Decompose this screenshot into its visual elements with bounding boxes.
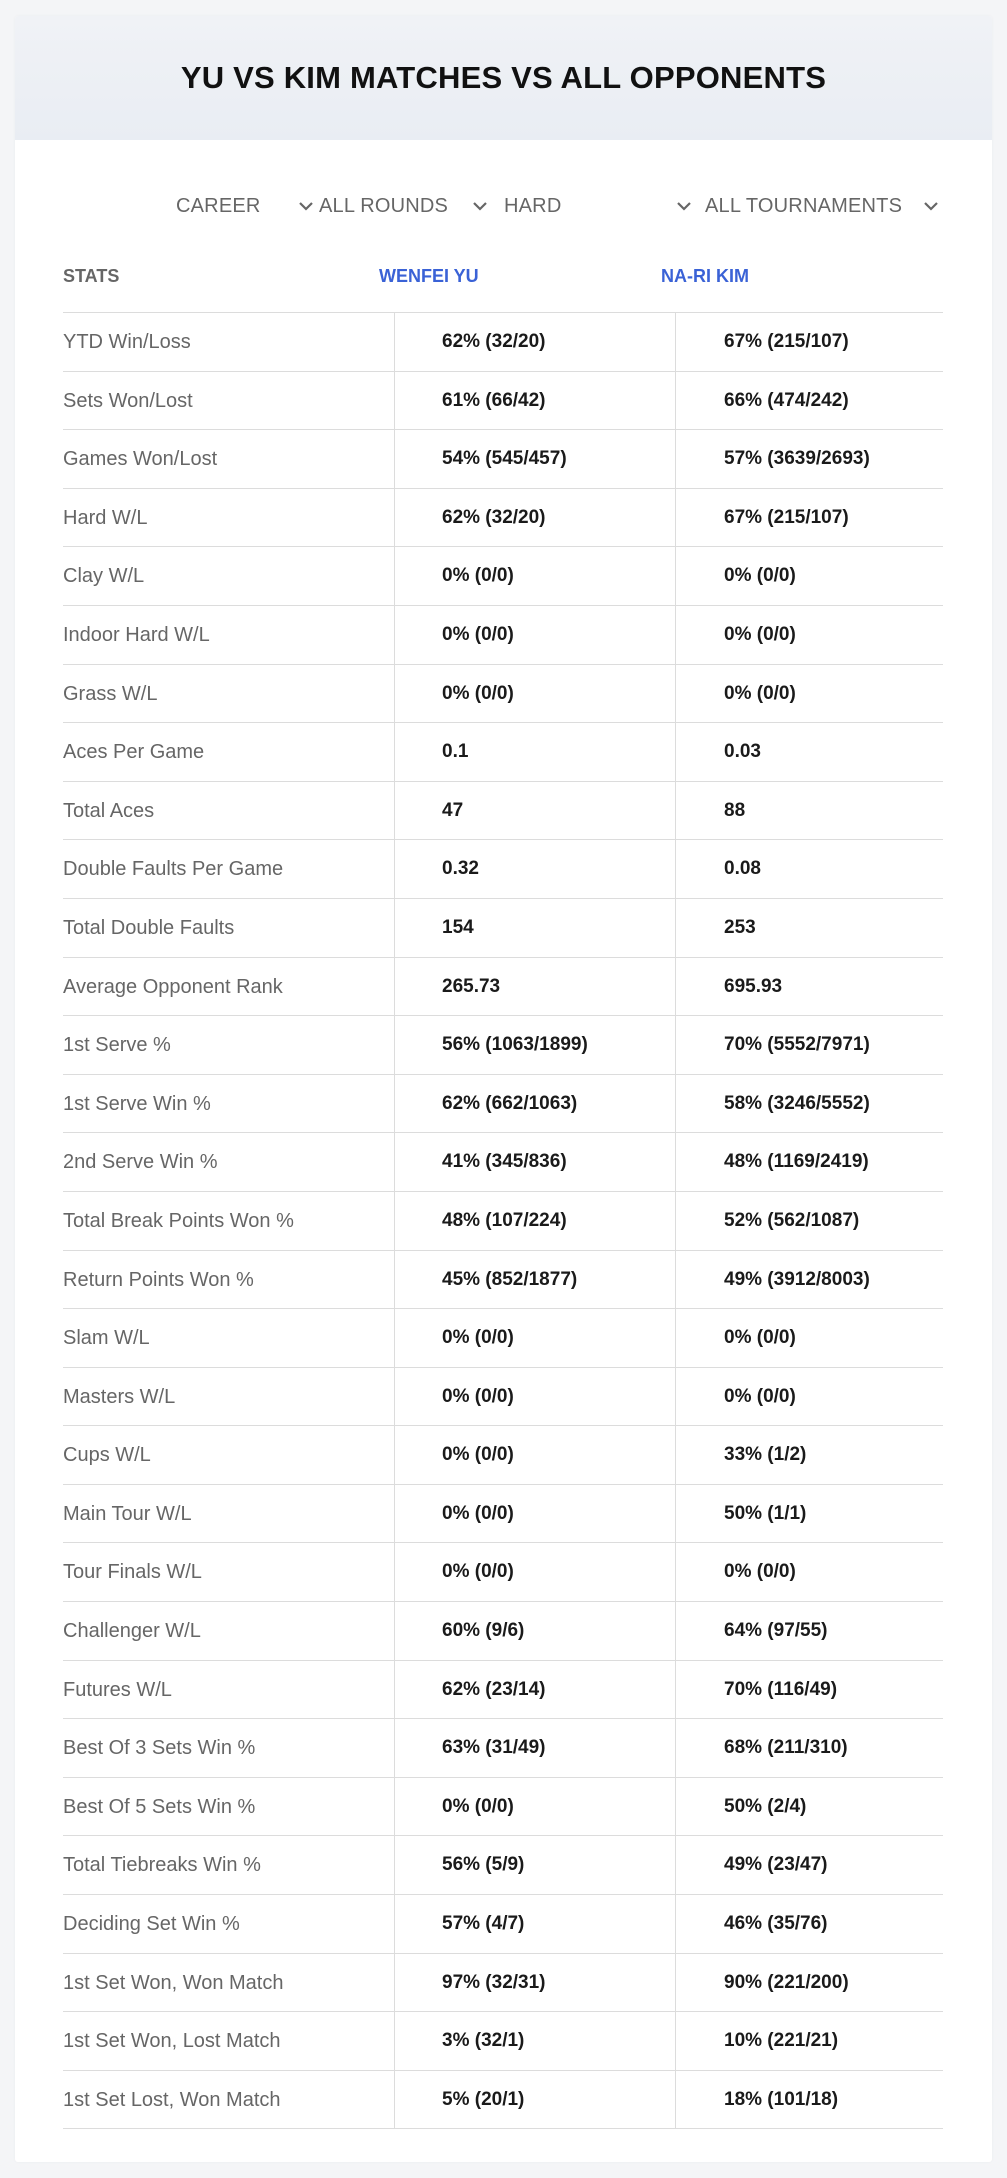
- column-divider: [394, 1485, 395, 1544]
- player1-stat-value: 54% (545/457): [442, 448, 567, 470]
- column-divider: [675, 899, 676, 958]
- player1-column-header[interactable]: WENFEI YU: [379, 266, 479, 286]
- player2-stat-value: 64% (97/55): [724, 1620, 828, 1642]
- table-row: [63, 899, 943, 958]
- column-divider: [675, 1251, 676, 1310]
- column-divider: [675, 1192, 676, 1251]
- chevron-down-icon: [470, 186, 490, 226]
- table-row: [63, 1836, 943, 1895]
- column-divider: [394, 665, 395, 724]
- player1-stat-value: 0% (0/0): [442, 1561, 514, 1583]
- tournament-select[interactable]: [705, 186, 965, 226]
- player1-stat-value: 62% (32/20): [442, 506, 546, 528]
- player1-stat-value: 3% (32/1): [442, 2030, 525, 2052]
- player1-stat-value: 0% (0/0): [442, 1327, 514, 1349]
- player2-stat-value: 695.93: [724, 975, 783, 997]
- column-divider: [394, 1602, 395, 1661]
- column-divider: [675, 606, 676, 665]
- column-divider: [394, 1133, 395, 1192]
- player1-stat-value: 265.73: [442, 975, 501, 997]
- column-divider: [675, 2071, 676, 2130]
- round-select-label: ALL ROUNDS: [319, 194, 449, 217]
- table-row: [63, 2071, 943, 2130]
- table-row: [63, 313, 943, 372]
- player2-stat-value: 49% (3912/8003): [724, 1268, 870, 1290]
- column-divider: [394, 899, 395, 958]
- column-divider: [394, 958, 395, 1017]
- table-row: [63, 1426, 943, 1485]
- stat-label: Sets Won/Lost: [63, 389, 193, 412]
- table-row: [63, 430, 943, 489]
- column-divider: [675, 1602, 676, 1661]
- table-row: [63, 489, 943, 548]
- table-row: [63, 1719, 943, 1778]
- column-divider: [675, 782, 676, 841]
- column-divider: [394, 782, 395, 841]
- stat-label: Best Of 5 Sets Win %: [63, 1795, 256, 1818]
- column-divider: [675, 1719, 676, 1778]
- player2-stat-value: 49% (23/47): [724, 1854, 828, 1876]
- player1-stat-value: 56% (5/9): [442, 1854, 525, 1876]
- column-divider: [675, 665, 676, 724]
- table-row: [63, 1895, 943, 1954]
- column-divider: [675, 1836, 676, 1895]
- table-row: [63, 1954, 943, 2013]
- stat-label: Slam W/L: [63, 1327, 150, 1350]
- player2-stat-value: 0% (0/0): [724, 1385, 796, 1407]
- column-divider: [675, 313, 676, 372]
- column-divider: [394, 1309, 395, 1368]
- column-divider: [675, 1426, 676, 1485]
- stat-label: Total Double Faults: [63, 916, 235, 939]
- column-divider: [675, 2012, 676, 2071]
- stat-label: Grass W/L: [63, 682, 158, 705]
- stat-label: Total Tiebreaks Win %: [63, 1854, 261, 1877]
- player1-stat-value: 0% (0/0): [442, 565, 514, 587]
- column-divider: [394, 1719, 395, 1778]
- column-divider: [675, 1543, 676, 1602]
- column-divider: [394, 1075, 395, 1134]
- column-divider: [394, 1954, 395, 2013]
- column-divider: [675, 1954, 676, 2013]
- player2-stat-value: 253: [724, 916, 756, 938]
- column-divider: [394, 723, 395, 782]
- player2-stat-value: 0% (0/0): [724, 682, 796, 704]
- stat-label: Challenger W/L: [63, 1620, 201, 1643]
- player2-stat-value: 46% (35/76): [724, 1913, 828, 1935]
- stat-label: YTD Win/Loss: [63, 331, 191, 353]
- stat-label: Clay W/L: [63, 565, 145, 588]
- table-row: [63, 840, 943, 899]
- chevron-down-icon: [674, 186, 694, 226]
- table-row: [63, 1485, 943, 1544]
- period-select[interactable]: [176, 186, 316, 226]
- player1-stat-value: 0% (0/0): [442, 1795, 514, 1817]
- player2-stat-value: 67% (215/107): [724, 506, 849, 528]
- table-row: [63, 1661, 943, 1720]
- player2-stat-value: 58% (3246/5552): [724, 1092, 870, 1114]
- chevron-down-icon: [296, 186, 316, 226]
- player2-column-header[interactable]: NA-RI KIM: [661, 266, 749, 286]
- player2-stat-value: 66% (474/242): [724, 389, 849, 411]
- player1-stat-value: 57% (4/7): [442, 1913, 525, 1935]
- column-divider: [394, 1426, 395, 1485]
- stat-label: Double Faults Per Game: [63, 858, 284, 881]
- player2-stat-value: 33% (1/2): [724, 1444, 807, 1466]
- column-divider: [394, 313, 395, 372]
- column-divider: [394, 372, 395, 431]
- period-select-label: CAREER: [176, 194, 261, 217]
- page-title: YU VS KIM MATCHES VS ALL OPPONENTS: [180, 60, 827, 95]
- player2-stat-value: 57% (3639/2693): [724, 448, 870, 470]
- stat-label: 1st Serve %: [63, 1034, 171, 1057]
- chevron-down-icon: [921, 186, 941, 226]
- stat-label: Aces Per Game: [63, 741, 205, 764]
- table-header: [15, 256, 992, 296]
- stat-label: Best Of 3 Sets Win %: [63, 1737, 256, 1760]
- table-row: [63, 1602, 943, 1661]
- table-row: [63, 1368, 943, 1427]
- player2-stat-value: 70% (5552/7971): [724, 1034, 870, 1056]
- player1-stat-value: 154: [442, 916, 474, 938]
- player1-stat-value: 62% (32/20): [442, 331, 546, 352]
- stat-label: Masters W/L: [63, 1385, 176, 1408]
- stat-label: Total Break Points Won %: [63, 1209, 294, 1232]
- player2-stat-value: 70% (116/49): [724, 1678, 838, 1700]
- player1-stat-value: 5% (20/1): [442, 2088, 525, 2110]
- stat-label: Futures W/L: [63, 1678, 172, 1701]
- column-divider: [394, 840, 395, 899]
- player1-stat-value: 62% (23/14): [442, 1678, 546, 1700]
- table-row: [63, 1016, 943, 1075]
- column-divider: [675, 1778, 676, 1837]
- column-divider: [394, 1192, 395, 1251]
- table-row: [63, 723, 943, 782]
- player1-stat-value: 0% (0/0): [442, 1385, 514, 1407]
- stat-label: Cups W/L: [63, 1444, 151, 1467]
- column-divider: [394, 2012, 395, 2071]
- player2-stat-value: 10% (221/21): [724, 2030, 839, 2052]
- column-divider: [394, 1895, 395, 1954]
- column-divider: [675, 1661, 676, 1720]
- player2-stat-value: 18% (101/18): [724, 2088, 839, 2110]
- player2-stat-value: 48% (1169/2419): [724, 1151, 869, 1173]
- column-divider: [675, 1895, 676, 1954]
- column-divider: [394, 1016, 395, 1075]
- stat-label: Games Won/Lost: [63, 448, 218, 471]
- stat-label: 1st Set Won, Won Match: [63, 1971, 284, 1994]
- player2-stat-value: 50% (2/4): [724, 1795, 807, 1817]
- player2-stat-value: 0% (0/0): [724, 1561, 796, 1583]
- table-row: [63, 372, 943, 431]
- stat-label: 1st Set Lost, Won Match: [63, 2088, 281, 2111]
- player2-stat-value: 88: [724, 799, 746, 821]
- column-divider: [394, 430, 395, 489]
- player2-stat-value: 0.03: [724, 741, 761, 763]
- table-row: [63, 547, 943, 606]
- column-divider: [675, 840, 676, 899]
- column-divider: [675, 430, 676, 489]
- player1-stat-value: 0% (0/0): [442, 682, 514, 704]
- player1-stat-value: 45% (852/1877): [442, 1268, 578, 1290]
- column-divider: [394, 1661, 395, 1720]
- table-row: [63, 1133, 943, 1192]
- player2-stat-value: 0% (0/0): [724, 565, 796, 587]
- stat-label: Deciding Set Win %: [63, 1913, 240, 1936]
- stat-label: Hard W/L: [63, 506, 148, 529]
- table-row: [63, 782, 943, 841]
- stat-label: Main Tour W/L: [63, 1502, 192, 1525]
- column-divider: [394, 1251, 395, 1310]
- player2-stat-value: 0.08: [724, 858, 761, 880]
- table-row: [63, 1075, 943, 1134]
- column-divider: [394, 547, 395, 606]
- column-divider: [675, 1485, 676, 1544]
- table-row: [63, 2012, 943, 2071]
- column-divider: [394, 606, 395, 665]
- player2-stat-value: 67% (215/107): [724, 331, 849, 352]
- stat-label: Tour Finals W/L: [63, 1561, 202, 1584]
- player1-stat-value: 0.32: [442, 858, 479, 880]
- player1-stat-value: 61% (66/42): [442, 389, 546, 411]
- player2-stat-value: 50% (1/1): [724, 1502, 807, 1524]
- stat-label: Return Points Won %: [63, 1268, 254, 1291]
- stat-label: Total Aces: [63, 799, 155, 822]
- player1-stat-value: 0.1: [442, 741, 469, 763]
- table-row: [63, 1251, 943, 1310]
- table-row: [63, 665, 943, 724]
- column-divider: [675, 958, 676, 1017]
- round-select[interactable]: [319, 186, 509, 226]
- filter-bar: [15, 186, 992, 226]
- tournament-select-label: ALL TOURNAMENTS: [705, 194, 903, 217]
- player2-stat-value: 0% (0/0): [724, 1327, 796, 1349]
- player2-stat-value: 90% (221/200): [724, 1971, 849, 1993]
- column-divider: [394, 1543, 395, 1602]
- table-row: [63, 1778, 943, 1837]
- player1-stat-value: 41% (345/836): [442, 1151, 567, 1173]
- column-divider: [394, 1778, 395, 1837]
- column-divider: [394, 489, 395, 548]
- table-row: [63, 958, 943, 1017]
- stats-table: [63, 312, 943, 2129]
- player1-stat-value: 0% (0/0): [442, 1502, 514, 1524]
- player2-stat-value: 68% (211/310): [724, 1737, 848, 1759]
- player1-stat-value: 97% (32/31): [442, 1971, 546, 1993]
- column-divider: [675, 1075, 676, 1134]
- player1-stat-value: 47: [442, 799, 464, 821]
- player1-stat-value: 0% (0/0): [442, 623, 514, 645]
- player1-stat-value: 0% (0/0): [442, 1444, 514, 1466]
- column-divider: [675, 489, 676, 548]
- column-divider: [394, 1836, 395, 1895]
- player2-stat-value: 52% (562/1087): [724, 1209, 860, 1231]
- stat-label: 1st Serve Win %: [63, 1092, 211, 1115]
- column-divider: [675, 372, 676, 431]
- table-row: [63, 606, 943, 665]
- column-divider: [675, 723, 676, 782]
- stats-card: [15, 16, 992, 2162]
- player1-stat-value: 56% (1063/1899): [442, 1034, 588, 1056]
- column-divider: [675, 547, 676, 606]
- column-divider: [394, 2071, 395, 2130]
- stats-column-header: STATS: [63, 266, 120, 286]
- surface-select-label: HARD: [504, 194, 562, 217]
- stat-label: Average Opponent Rank: [63, 975, 283, 998]
- player1-stat-value: 48% (107/224): [442, 1209, 567, 1231]
- page-header: [15, 16, 992, 140]
- player1-stat-value: 63% (31/49): [442, 1737, 546, 1759]
- table-row: [63, 1543, 943, 1602]
- stat-label: Indoor Hard W/L: [63, 623, 210, 646]
- player2-stat-value: 0% (0/0): [724, 623, 796, 645]
- table-row: [63, 1309, 943, 1368]
- player1-stat-value: 60% (9/6): [442, 1620, 525, 1642]
- stat-label: 1st Set Won, Lost Match: [63, 2030, 281, 2053]
- column-divider: [675, 1309, 676, 1368]
- player1-stat-value: 62% (662/1063): [442, 1092, 578, 1114]
- column-divider: [394, 1368, 395, 1427]
- table-row: [63, 1192, 943, 1251]
- stat-label: 2nd Serve Win %: [63, 1151, 218, 1174]
- column-divider: [675, 1368, 676, 1427]
- column-divider: [675, 1133, 676, 1192]
- surface-select[interactable]: [504, 186, 704, 226]
- column-divider: [675, 1016, 676, 1075]
